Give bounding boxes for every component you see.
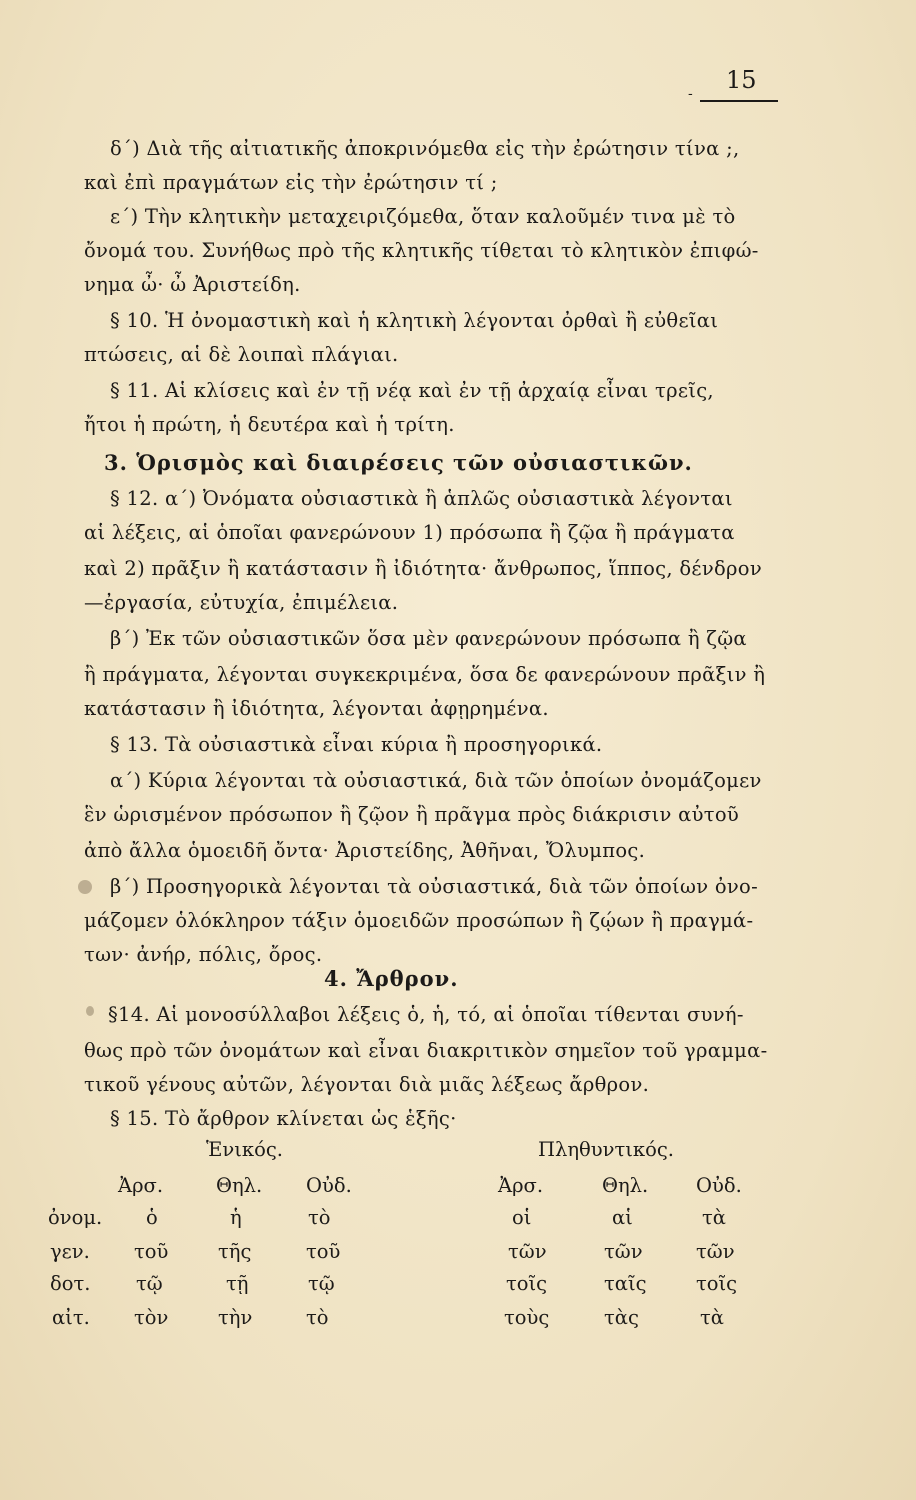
text-line: ε΄) Τὴν κλητικὴν μεταχειριζόμεθα, ὅταν καλοῦμέν τινα μὲ τὸ [110, 205, 736, 228]
text-line: των· ἀνήρ, πόλις, ὄρος. [84, 943, 323, 966]
text-line: ὄνομά του. Συνήθως πρὸ τῆς κλητικῆς τίθεται τὸ κλητικὸν ἐπιφώ- [84, 239, 759, 262]
table-cell: τὰς [604, 1306, 639, 1329]
case-label: δοτ. [50, 1272, 91, 1295]
page-number-rule [700, 100, 778, 102]
text-line: κατάστασιν ἢ ἰδιότητα, λέγονται ἀφῃρημένα. [84, 697, 549, 720]
text-line: νημα ὦ· ὦ Ἀριστείδη. [84, 273, 301, 296]
table-cell: τὸ [308, 1206, 331, 1229]
scan-smudge [78, 880, 92, 894]
text-line: καὶ ἐπὶ πραγμάτων εἰς τὴν ἐρώτησιν τί ; [84, 171, 498, 194]
table-cell: τὸ [306, 1306, 329, 1329]
column-header: Θηλ. [216, 1174, 263, 1197]
table-plural-header: Πληθυντικός. [538, 1138, 674, 1161]
table-cell: ἡ [230, 1206, 242, 1229]
text-line: τικοῦ γένους αὐτῶν, λέγονται διὰ μιᾶς λέξεως ἄρθρον. [84, 1073, 650, 1096]
text-line: β΄) Ἐκ τῶν οὐσιαστικῶν ὅσα μὲν φανερώνουν πρόσωπα ἢ ζῷα [110, 627, 747, 650]
table-cell: τοῦ [306, 1240, 341, 1263]
table-cell: τῶν [508, 1240, 547, 1263]
text-line: αἱ λέξεις, αἱ ὁποῖαι φανερώνουν 1) πρόσωπα ἢ ζῷα ἢ πράγματα [84, 521, 735, 544]
table-cell: τῆς [218, 1240, 252, 1263]
table-cell: τὸν [134, 1306, 169, 1329]
text-line: α΄) Κύρια λέγονται τὰ οὐσιαστικά, διὰ τῶν ὁποίων ὀνομάζομεν [110, 769, 762, 792]
table-cell: τοὺς [504, 1306, 550, 1329]
page-number-dash: - [688, 86, 693, 102]
page-number: 15 [726, 66, 757, 94]
table-cell: τῶν [604, 1240, 643, 1263]
text-line: καὶ 2) πρᾶξιν ἢ κατάστασιν ἢ ἰδιότητα· ἄνθρωπος, ἵππος, δένδρον [84, 557, 762, 580]
table-cell: τοῖς [696, 1272, 738, 1295]
table-cell: τοῦ [134, 1240, 169, 1263]
text-line: θως πρὸ τῶν ὀνομάτων καὶ εἶναι διακριτικὸν σημεῖον τοῦ γραμμα- [84, 1039, 768, 1062]
text-line: μάζομεν ὁλόκληρον τάξιν ὁμοειδῶν προσώπων ἢ ζῴων ἢ πραγμά- [84, 909, 754, 932]
table-cell: τῷ [308, 1272, 335, 1295]
table-cell: τῷ [136, 1272, 163, 1295]
column-header: Θηλ. [602, 1174, 649, 1197]
table-cell: τὰ [700, 1306, 724, 1329]
text-line: § 15. Τὸ ἄρθρον κλίνεται ὡς ἑξῆς· [110, 1107, 457, 1130]
table-cell: τοῖς [506, 1272, 548, 1295]
text-line: § 11. Αἱ κλίσεις καὶ ἐν τῇ νέᾳ καὶ ἐν τῇ ἀρχαίᾳ εἶναι τρεῖς, [110, 379, 714, 402]
table-cell: οἱ [512, 1206, 532, 1229]
text-line: § 10. Ἡ ὀνομαστικὴ καὶ ἡ κλητικὴ λέγονται ὀρθαὶ ἢ εὐθεῖαι [110, 309, 719, 332]
text-line: β΄) Προσηγορικὰ λέγονται τὰ οὐσιαστικά, διὰ τῶν ὁποίων ὀνο- [110, 875, 758, 898]
text-line: ἢ πράγματα, λέγονται συγκεκριμένα, ὅσα δε φανερώνουν πρᾶξιν ἢ [84, 663, 766, 686]
section-heading-4: 4. Ἄρθρον. [324, 966, 459, 991]
text-line: § 12. α΄) Ὀνόματα οὐσιαστικὰ ἢ ἁπλῶς οὐσιαστικὰ λέγονται [110, 487, 733, 510]
table-cell: τὴν [218, 1306, 253, 1329]
text-line: —ἐργασία, εὐτυχία, ἐπιμέλεια. [84, 591, 399, 614]
case-label: γεν. [50, 1240, 90, 1263]
text-line: πτώσεις, αἱ δὲ λοιπαὶ πλάγιαι. [84, 343, 399, 366]
text-line: § 13. Τὰ οὐσιαστικὰ εἶναι κύρια ἢ προσηγορικά. [110, 733, 603, 756]
case-label: αἰτ. [52, 1306, 90, 1329]
scan-smudge [86, 1006, 94, 1016]
text-line: ἀπὸ ἄλλα ὁμοειδῆ ὄντα· Ἀριστείδης, Ἀθῆναι, Ὄλυμπος. [84, 839, 646, 862]
text-line: δ΄) Διὰ τῆς αἰτιατικῆς ἀποκρινόμεθα εἰς τὴν ἐρώτησιν τίνα ;, [110, 137, 740, 160]
section-heading-3: 3. Ὁρισμὸς καὶ διαιρέσεις τῶν οὐσιαστικῶν. [104, 450, 693, 475]
case-label: ὀνομ. [48, 1206, 103, 1229]
column-header: Ἀρσ. [118, 1174, 164, 1197]
table-cell: ταῖς [604, 1272, 647, 1295]
text-line: ἓν ὡρισμένον πρόσωπον ἢ ζῷον ἢ πρᾶγμα πρὸς διάκρισιν αὐτοῦ [84, 803, 740, 826]
column-header: Ἀρσ. [498, 1174, 544, 1197]
table-cell: τῶν [696, 1240, 735, 1263]
column-header: Οὐδ. [306, 1174, 352, 1197]
table-singular-header: Ἑνικός. [206, 1138, 283, 1161]
column-header: Οὐδ. [696, 1174, 742, 1197]
table-cell: ὁ [146, 1206, 158, 1229]
table-cell: τὰ [702, 1206, 726, 1229]
text-line: ἤτοι ἡ πρώτη, ἡ δευτέρα καὶ ἡ τρίτη. [84, 413, 455, 436]
table-cell: τῇ [226, 1272, 249, 1295]
table-cell: αἱ [612, 1206, 633, 1229]
text-line: §14. Αἱ μονοσύλλαβοι λέξεις ὁ, ἡ, τό, αἱ ὁποῖαι τίθενται συνή- [108, 1003, 744, 1026]
